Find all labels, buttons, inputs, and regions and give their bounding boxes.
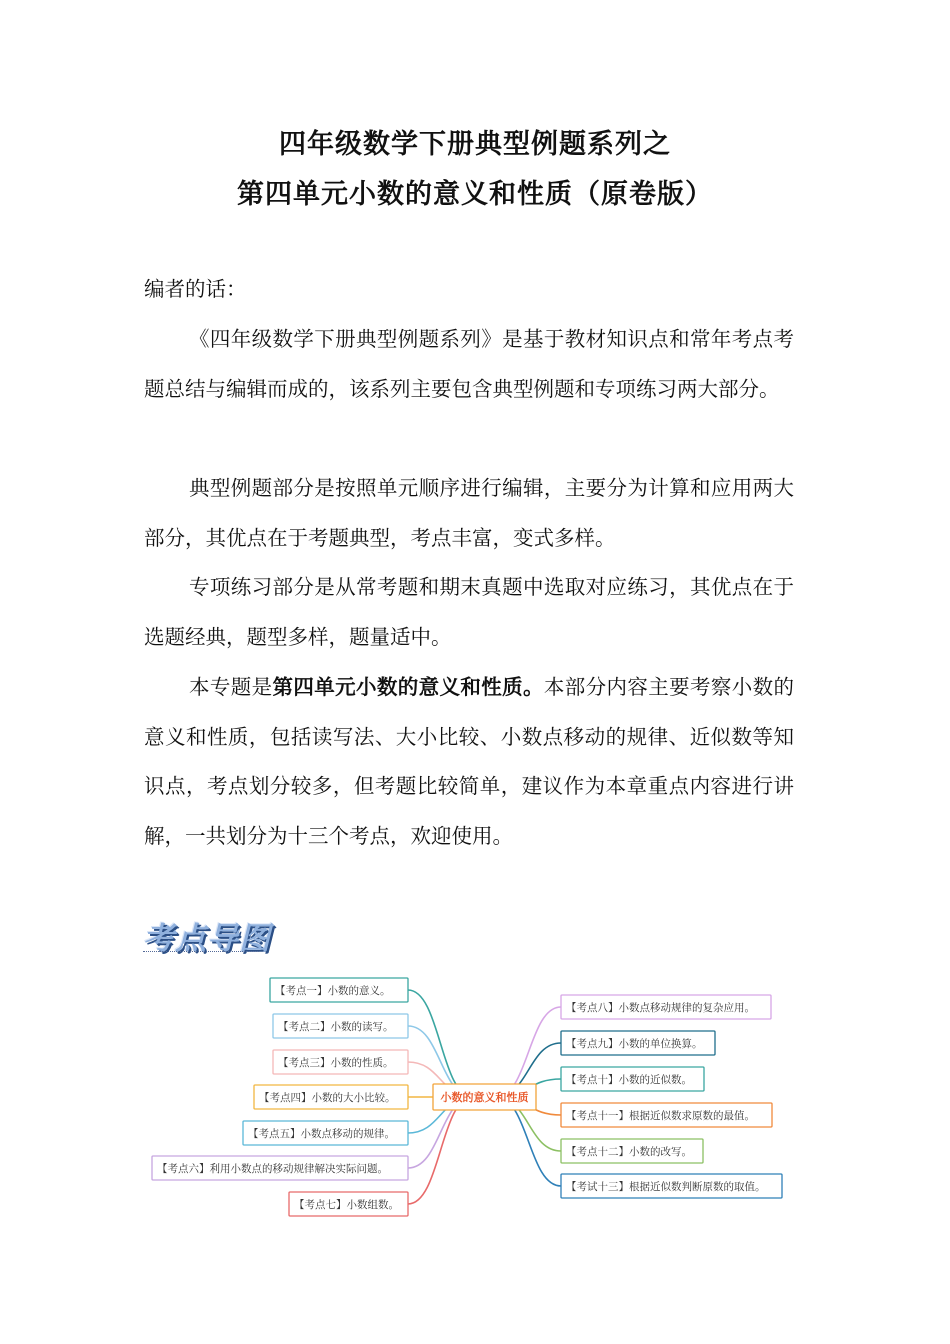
center-node-label: 小数的意义和性质 (440, 1091, 529, 1104)
mindmap-heading: 考点导图 (143, 921, 271, 957)
topic-node-left-4-label: 【考点四】小数的大小比较。 (259, 1092, 396, 1104)
topic-node-right-6-label: 【考试十三】根据近似数判断原数的取值。 (566, 1181, 766, 1193)
mindmap-heading-underline (143, 951, 259, 952)
topic-description: 本部分内容主要考察小数的意义和性质，包括读写法、大小比较、小数点移动的规律、近似数等知识点，考点划分较多，但考题比较简单，建议作为本章重点内容进行讲解，一共划分为十三个考点，欢迎使用。 (144, 675, 794, 849)
topic-node-right-3-label: 【考点十】小数的近似数。 (566, 1074, 692, 1086)
document-title-line1: 四年级数学下册典型例题系列之 (279, 129, 671, 160)
topic-node-left-6-label: 【考点六】利用小数点的移动规律解决实际问题。 (157, 1163, 388, 1175)
topic-node-right-5-label: 【考点十二】小数的改写。 (566, 1146, 692, 1158)
topic-node-right-4-label: 【考点十一】根据近似数求原数的最值。 (566, 1110, 755, 1122)
topic-node-right-2-label: 【考点九】小数的单位换算。 (566, 1038, 703, 1050)
editor-heading: 编者的话： (144, 277, 247, 301)
topic-unit-name: 第四单元小数的意义和性质。 (272, 675, 544, 699)
mindmap-diagram (0, 960, 950, 1230)
paragraph-practice: 专项练习部分是从常考题和期末真题中选取对应练习，其优点在于选题经典，题型多样，题量适中。 (144, 575, 794, 649)
link-left-7 (408, 1097, 473, 1204)
topic-node-left-5-label: 【考点五】小数点移动的规律。 (248, 1128, 395, 1140)
link-left-1 (408, 990, 473, 1097)
topic-node-left-2-label: 【考点二】小数的读写。 (278, 1021, 394, 1033)
topic-prefix: 本专题是 (189, 675, 273, 699)
document-title-line2: 第四单元小数的意义和性质（原卷版） (237, 179, 713, 210)
topic-node-right-1-label: 【考点八】小数点移动规律的复杂应用。 (566, 1002, 755, 1014)
paragraph-topic (144, 663, 794, 862)
topic-node-left-7-label: 【考点七】小数组数。 (294, 1199, 399, 1211)
paragraph-intro: 《四年级数学下册典型例题系列》是基于教材知识点和常年考点考题总结与编辑而成的，该系列主要包含典型例题和专项练习两大部分。 (144, 327, 794, 401)
paragraph-examples: 典型例题部分是按照单元顺序进行编辑，主要分为计算和应用两大部分，其优点在于考题典型，考点丰富，变式多样。 (144, 476, 794, 550)
topic-node-left-1-label: 【考点一】小数的意义。 (275, 985, 391, 997)
topic-node-left-3-label: 【考点三】小数的性质。 (278, 1057, 394, 1069)
mindmap-nodes (152, 978, 782, 1216)
